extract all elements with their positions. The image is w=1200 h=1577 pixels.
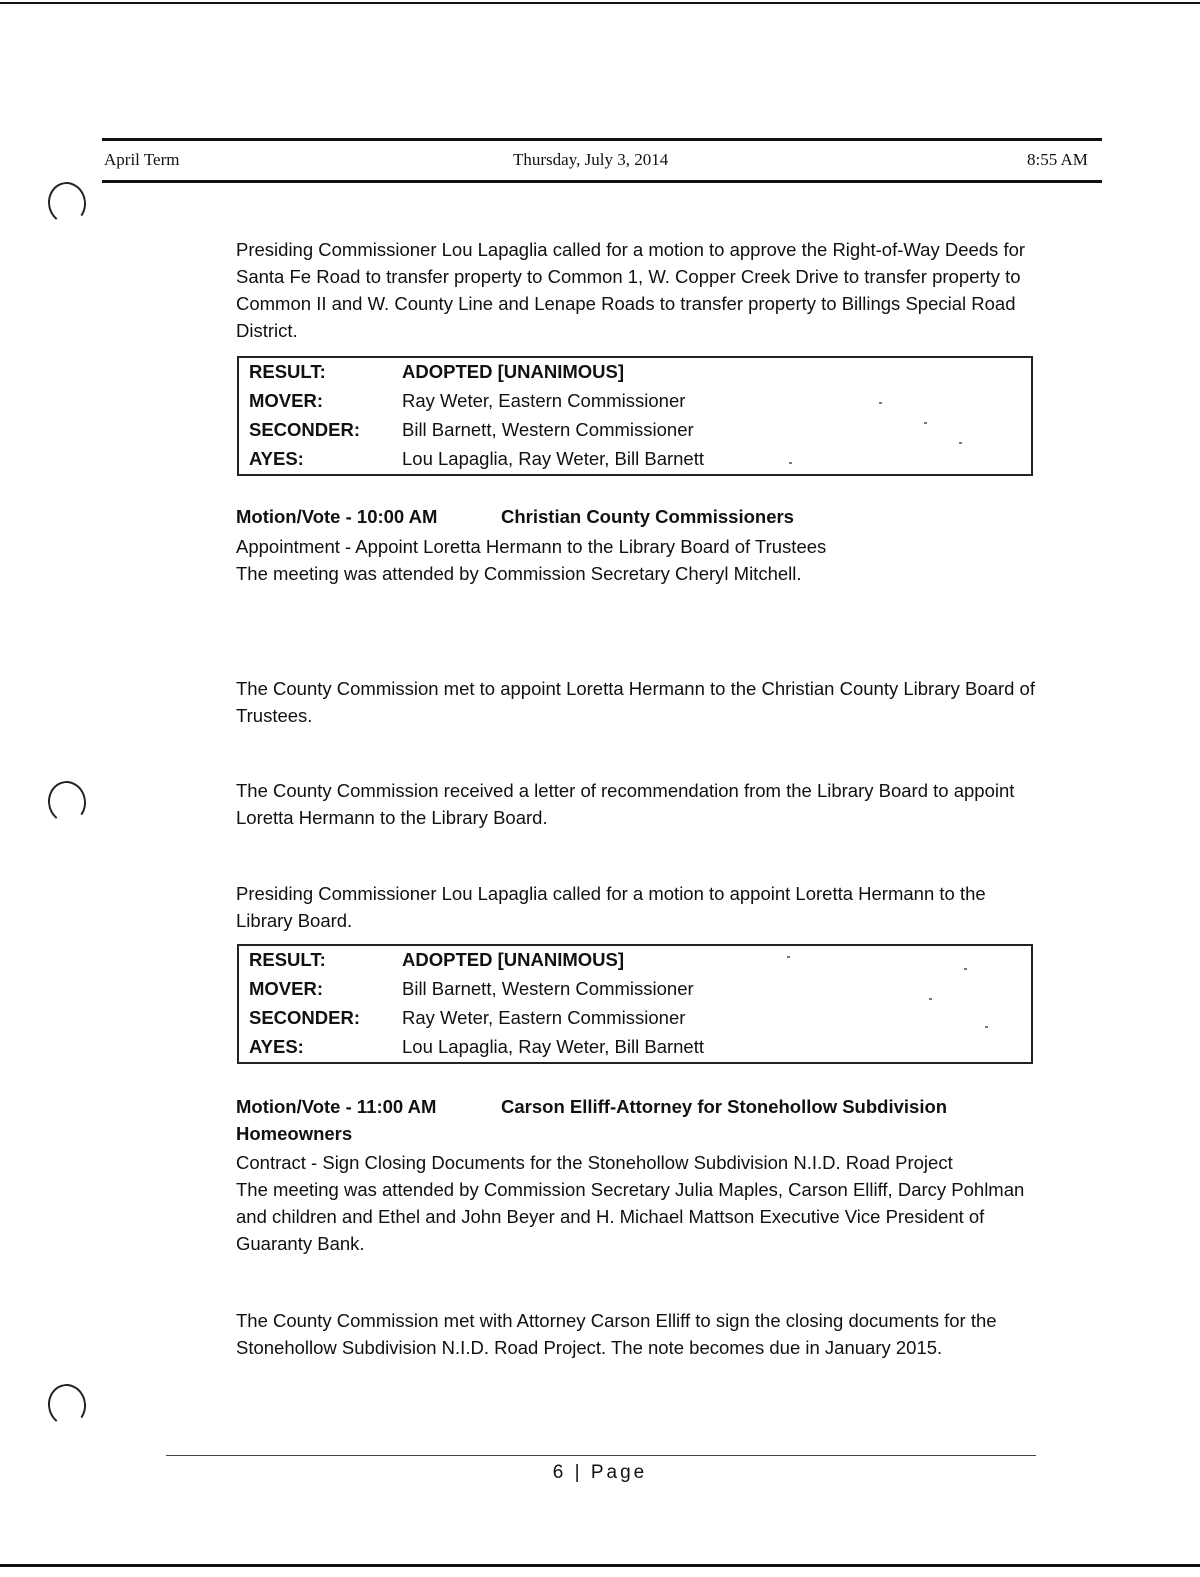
item3-contract-line: Contract - Sign Closing Documents for the Stonehollow Subdivision N.I.D. Road Project: [236, 1152, 953, 1173]
vote-row: [239, 975, 1031, 1004]
vote-table-1: [237, 356, 1033, 476]
item3-heading-time: Motion/Vote - 11:00 AM: [236, 1096, 437, 1117]
vote-value: ADOPTED [UNANIMOUS]: [402, 949, 624, 970]
vote-table-2: [237, 944, 1033, 1064]
vote-label: MOVER:: [249, 390, 323, 411]
vote-row: [239, 946, 1031, 975]
item3-attendance-line: The meeting was attended by Commission Secretary Julia Maples, Carson Elliff, Darcy Pohlman and children and Ethel and John Beyer and H. Michael Mattson Executive Vice President of Guaranty Bank.: [236, 1179, 1025, 1254]
item3-heading-title: Carson Elliff-Attorney for Stonehollow Subdivision: [501, 1096, 948, 1117]
item2-heading-title: Christian County Commissioners: [501, 506, 794, 527]
vote-value: Bill Barnett, Western Commissioner: [402, 419, 694, 440]
vote-row: [239, 416, 1031, 445]
item2-appointment-line: Appointment - Appoint Loretta Hermann to the Library Board of Trustees: [236, 536, 827, 557]
vote-label: RESULT:: [249, 949, 326, 970]
footer-rule: [166, 1455, 1036, 1456]
scan-speck: [985, 1026, 988, 1028]
vote-row: [239, 1004, 1031, 1033]
vote-value: Lou Lapaglia, Ray Weter, Bill Barnett: [402, 1036, 704, 1057]
vote-label: SECONDER:: [249, 1007, 361, 1028]
scan-speck: [787, 956, 790, 958]
header-time: 8:55 AM: [1027, 150, 1088, 169]
header-rule-top: [102, 138, 1102, 141]
header-date: Thursday, July 3, 2014: [513, 150, 669, 169]
vote-label: AYES:: [249, 1036, 304, 1057]
item2-attendance-line: The meeting was attended by Commission Secretary Cheryl Mitchell.: [236, 563, 802, 584]
scan-speck: [789, 462, 792, 464]
vote-label: RESULT:: [249, 361, 326, 382]
binder-hole-bottom: [45, 1382, 88, 1429]
item2-heading-time: Motion/Vote - 10:00 AM: [236, 506, 438, 527]
vote-row: [239, 387, 1031, 416]
vote-label: SECONDER:: [249, 419, 361, 440]
page-number: 6 | Page: [552, 1462, 648, 1483]
header-term: April Term: [104, 150, 180, 169]
scan-top-edge: [0, 2, 1200, 4]
vote-row: [239, 1033, 1031, 1062]
vote-value: ADOPTED [UNANIMOUS]: [402, 361, 624, 382]
vote-label: MOVER:: [249, 978, 323, 999]
scan-speck: [924, 422, 927, 424]
binder-hole-middle: [45, 779, 88, 826]
scan-speck: [879, 402, 882, 404]
scan-speck: [964, 968, 967, 970]
vote-row: [239, 445, 1031, 474]
item2-paragraph-1: The County Commission met to appoint Loretta Hermann to the Christian County Library Board of Trustees.: [236, 678, 1035, 726]
vote-value: Ray Weter, Eastern Commissioner: [402, 390, 686, 411]
item3-paragraph-1: The County Commission met with Attorney Carson Elliff to sign the closing documents for the Stonehollow Subdivision N.I.D. Road Project. The note becomes due in January 2015.: [236, 1310, 997, 1358]
item2-paragraph-2: The County Commission received a letter of recommendation from the Library Board to appoint Loretta Hermann to the Library Board.: [236, 780, 1015, 828]
vote-value: Lou Lapaglia, Ray Weter, Bill Barnett: [402, 448, 704, 469]
item3-heading-continued: Homeowners: [236, 1123, 353, 1144]
intro-paragraph: Presiding Commissioner Lou Lapaglia called for a motion to approve the Right-of-Way Deeds for Santa Fe Road to transfer property to Common 1, W. Copper Creek Drive to transfer property to Common II and W. County Line and Lenape Roads to transfer property to Billings Special Road District.: [236, 239, 1026, 341]
scan-speck: [959, 442, 962, 444]
scan-bottom-edge: [0, 1564, 1200, 1567]
item2-paragraph-3: Presiding Commissioner Lou Lapaglia called for a motion to appoint Loretta Hermann to the Library Board.: [236, 883, 986, 931]
vote-label: AYES:: [249, 448, 304, 469]
binder-hole-top: [45, 180, 88, 227]
header-rule-bottom: [102, 180, 1102, 183]
vote-value: Bill Barnett, Western Commissioner: [402, 978, 694, 999]
scan-speck: [929, 998, 932, 1000]
vote-row: [239, 358, 1031, 387]
vote-value: Ray Weter, Eastern Commissioner: [402, 1007, 686, 1028]
